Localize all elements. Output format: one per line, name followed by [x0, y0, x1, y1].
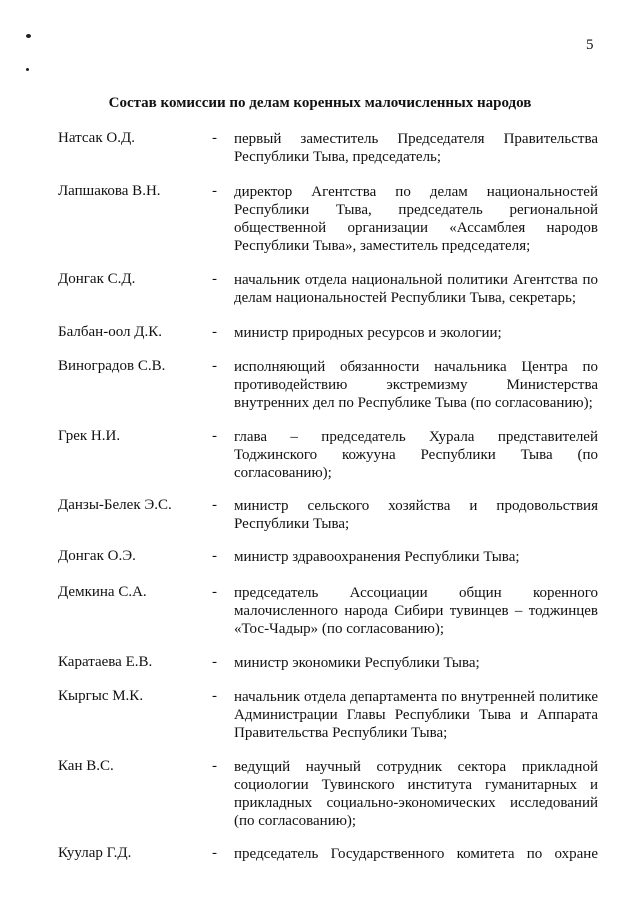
member-name: Донгак О.Э. — [58, 548, 136, 564]
dash-separator: - — [212, 654, 217, 670]
dash-separator: - — [212, 324, 217, 340]
member-name: Данзы-Белек Э.С. — [58, 497, 172, 513]
dash-separator: - — [212, 688, 217, 704]
dash-separator: - — [212, 358, 217, 374]
member-name: Лапшакова В.Н. — [58, 183, 161, 199]
member-role: начальник отдела департамента по внутренней политике Администрации Главы Республики Тыва и Аппарата Правительства Республики Тыва; — [234, 689, 598, 741]
scan-speck — [26, 34, 31, 38]
document-title: Состав комиссии по делам коренных малочисленных народов — [108, 95, 532, 111]
member-role: ведущий научный сотрудник сектора прикладной социологии Тувинского института гуманитарных и прикладных социально-экономических исследований (по согласованию); — [234, 759, 598, 829]
member-role: глава – председатель Хурала представителей Тоджинского кожууна Республики Тыва (по согласованию); — [234, 429, 598, 481]
member-name: Донгак С.Д. — [58, 271, 136, 287]
member-name: Демкина С.А. — [58, 584, 147, 600]
member-name: Куулар Г.Д. — [58, 845, 132, 861]
member-name: Грек Н.И. — [58, 428, 121, 444]
dash-separator: - — [212, 428, 217, 444]
member-role: председатель Ассоциации общин коренного малочисленного народа Сибири тувинцев – тоджинцев «Тос-Чадыр» (по согласованию); — [234, 585, 598, 637]
member-role: министр сельского хозяйства и продовольствия Республики Тыва; — [234, 498, 598, 532]
member-role: председатель Государственного комитета по охране — [234, 846, 598, 862]
member-role: директор Агентства по делам национальностей Республики Тыва, председатель региональной общественной организации «Ассамблея народов Республики Тыва», заместитель председателя; — [234, 184, 598, 254]
dash-separator: - — [212, 497, 217, 513]
dash-separator: - — [212, 548, 217, 564]
member-name: Каратаева Е.В. — [58, 654, 153, 670]
dash-separator: - — [212, 271, 217, 287]
scan-speck — [26, 68, 29, 71]
dash-separator: - — [212, 584, 217, 600]
dash-separator: - — [212, 130, 217, 146]
member-role: министр здравоохранения Республики Тыва; — [234, 549, 520, 565]
dash-separator: - — [212, 845, 217, 861]
member-role: министр природных ресурсов и экологии; — [234, 325, 502, 341]
member-role: министр экономики Республики Тыва; — [234, 655, 480, 671]
member-name: Виноградов С.В. — [58, 358, 166, 374]
member-role: исполняющий обязанности начальника Центра по противодействию экстремизму Министерства внутренних дел по Республике Тыва (по согласованию); — [234, 359, 598, 411]
member-name: Кан В.С. — [58, 758, 114, 774]
member-role: начальник отдела национальной политики Агентства по делам национальностей Республики Тыва, секретарь; — [234, 272, 598, 306]
member-name: Кыргыс М.К. — [58, 688, 144, 704]
page-number: 5 — [586, 37, 594, 53]
dash-separator: - — [212, 758, 217, 774]
member-name: Натсак О.Д. — [58, 130, 135, 146]
member-role: первый заместитель Председателя Правительства Республики Тыва, председатель; — [234, 131, 598, 165]
dash-separator: - — [212, 183, 217, 199]
member-name: Балбан-оол Д.К. — [58, 324, 162, 340]
